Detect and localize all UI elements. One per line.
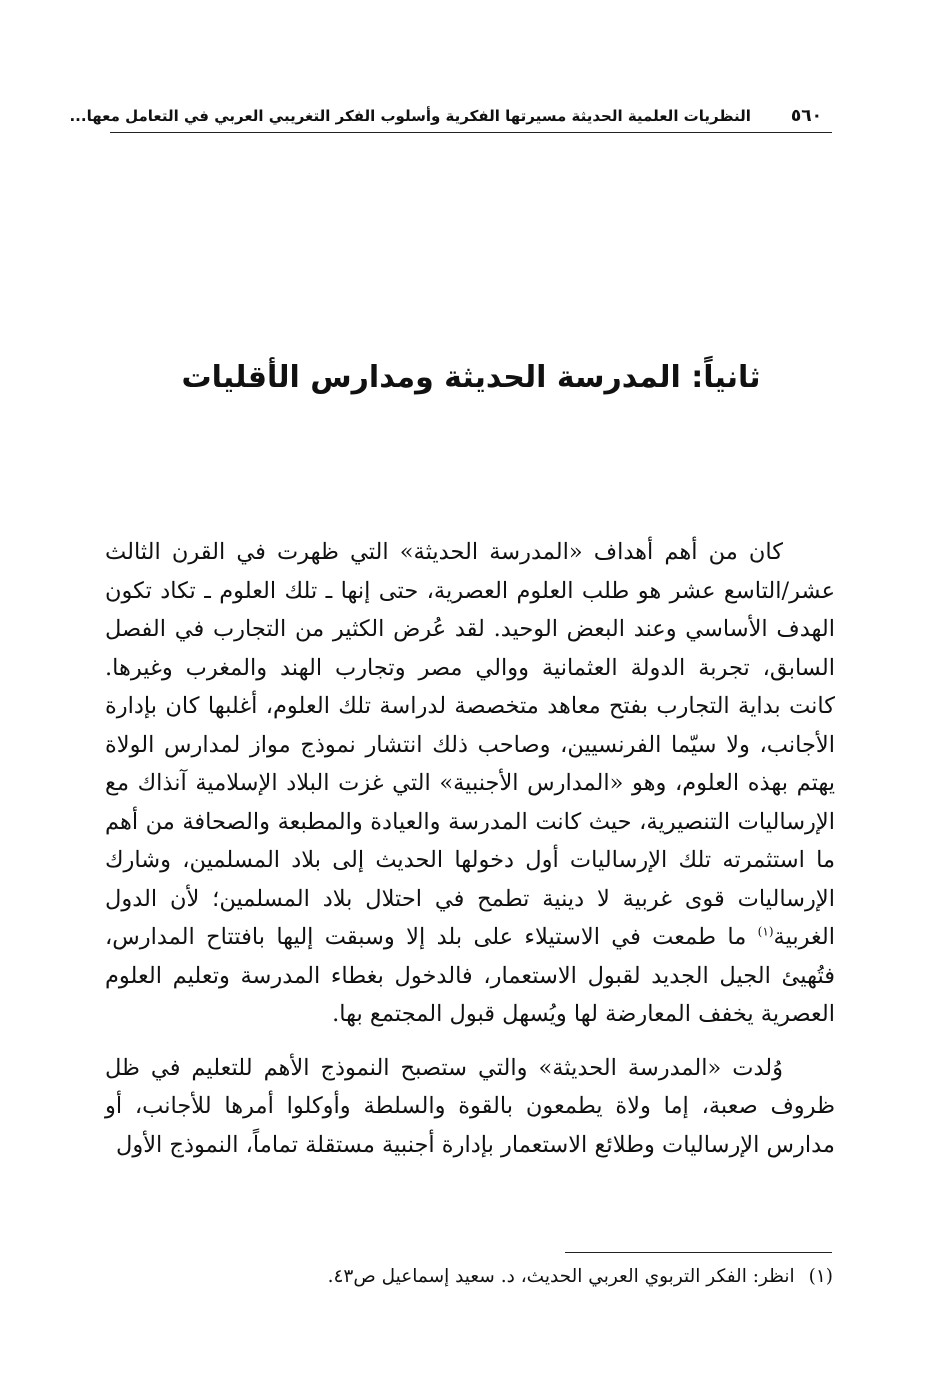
footnote-divider — [565, 1252, 832, 1253]
paragraph-2 — [105, 1049, 835, 1165]
footnote-marker: (١) — [808, 1266, 833, 1287]
paragraph-2-text: وُلدت «المدرسة الحديثة» والتي ستصبح النموذج الأهم للتعليم في ظل ظروف صعبة، إما ولاة يطمعون بالقوة والسلطة وأوكلوا أمرها للأجانب، أو مدارس الإرساليات وطلائع الاستعمار بإدارة أجنبية مستقلة تماماً، النموذج الأول — [105, 1054, 835, 1158]
footnote — [105, 1262, 833, 1292]
paragraph-1 — [105, 533, 835, 1034]
paragraph-1-text: كان من أهم أهداف «المدرسة الحديثة» التي ظهرت في القرن الثالث عشر/التاسع عشر هو طلب العلوم العصرية، حتى إنها ـ تلك العلوم ـ تكاد تكون الهدف الأساسي وعند البعض الوحيد. لقد عُرض الكثير من التجارب في الفصل السابق، تجربة الدولة العثمانية ووالي مصر وتجارب الهند والمغرب وغيرها. كانت بداية التجارب بفتح معاهد متخصصة لدراسة تلك العلوم، أغلبها كان بإدارة الأجانب، ولا سيّما الفرنسيين، وصاحب ذلك انتشار نموذج مواز لمدارس الولاة يهتم بهذه العلوم، وهو «المدارس الأجنبية» التي غزت البلاد الإسلامية آنذاك مع الإرساليات التنصيرية، حيث كانت المدرسة والعيادة والمطبعة والصحافة من أهم ما استثمرته تلك الإرساليات أول دخولها الحديث إلى بلاد المسلمين، وشارك الإرساليات قوى غربية لا دينية تطمح في احتلال بلاد المسلمين؛ لأن الدول الغربية — [105, 539, 835, 950]
running-title: النظريات العلمية الحديثة مسيرتها الفكرية وأسلوب الفكر التغريبي العربي في التعامل معها... — [69, 107, 751, 125]
running-header — [69, 100, 832, 133]
paragraph-1-text-cont: ما طمعت في الاستيلاء على بلد إلا وسبقت إليها بافتتاح المدارس، فتُهيئ الجيل الجديد لقبول الاستعمار، فالدخول بغطاء المدرسة وتعليم العلوم العصرية يخفف المعارضة لها ويُسهل قبول المجتمع بها. — [105, 924, 835, 1027]
footnote-reference[interactable]: (١) — [757, 924, 774, 939]
footnote-text: انظر: الفكر التربوي العربي الحديث، د. سعيد إسماعيل ص٤٣. — [327, 1266, 795, 1287]
page-number: ٥٦٠ — [790, 106, 822, 126]
body-text — [105, 533, 835, 1164]
section-heading: ثانياً: المدرسة الحديثة ومدارس الأقليات — [181, 360, 761, 395]
